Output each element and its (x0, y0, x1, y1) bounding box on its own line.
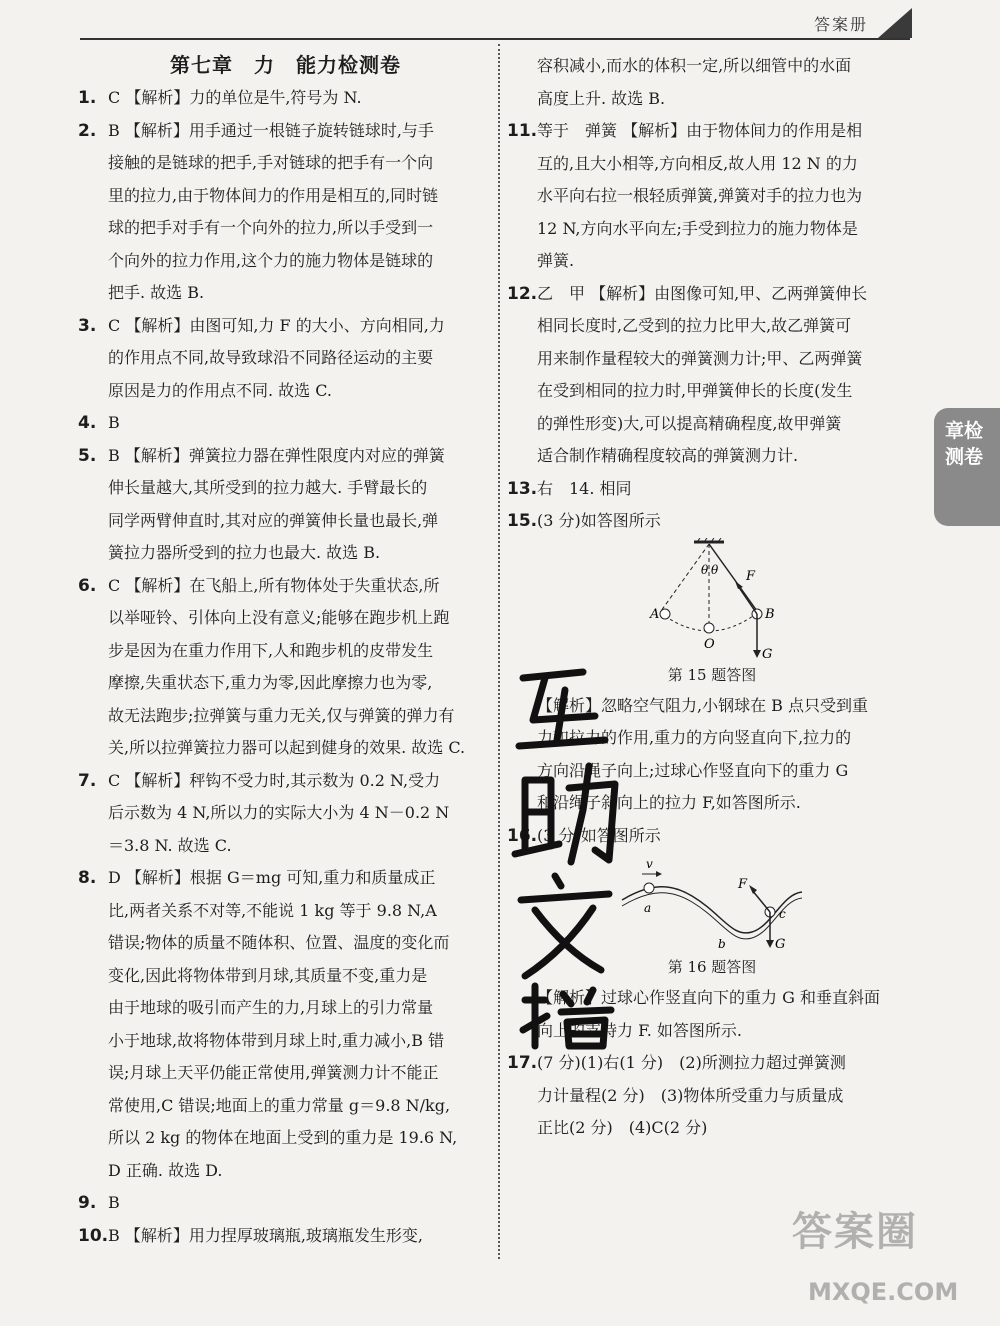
site-watermark (780, 1198, 990, 1318)
explanation-block (507, 982, 917, 1047)
answer-item (507, 473, 917, 506)
left-column (78, 50, 493, 1252)
answer-line: 所以 2 kg 的物体在地面上受到的重力是 19.6 N, (108, 1128, 458, 1147)
answer-line: B 【解析】用手通过一根链子旋转链球时,与手 (108, 120, 434, 140)
answer-line: 变化,因此将物体带到月球,其质量不变,重力是 (108, 965, 428, 985)
answer-line: 接触的是链球的把手,手对链球的把手有一个向 (108, 153, 434, 172)
answer-line: 伸长量越大,其所受到的拉力越大. 手臂最长的 (108, 478, 428, 497)
answer-item (78, 407, 493, 440)
answer-number: 11. (507, 121, 538, 141)
track-diagram (612, 852, 812, 952)
answer-item (78, 1220, 493, 1253)
answer-line: 由于地球的吸引而产生的力,月球上的引力常量 (108, 998, 434, 1017)
answer-line: C 【解析】在飞船上,所有物体处于失重状态,所 (108, 575, 440, 595)
answer-item (78, 862, 493, 1187)
answer-line: 个向外的拉力作用,这个力的施力物体是链球的 (108, 250, 434, 270)
answer-item (507, 278, 917, 473)
answer-line: D 【解析】根据 G＝mg 可知,重力和质量成正 (108, 868, 436, 887)
point-c-label: c (779, 907, 786, 921)
answer-line: 相同长度时,乙受到的拉力比甲大,故乙弹簧可 (537, 316, 852, 335)
answer-line: D 正确. 故选 D. (108, 1160, 223, 1180)
answer-line: ＝3.8 N. 故选 C. (108, 835, 232, 855)
answer-line: B (108, 1193, 120, 1212)
explanation-line: 力和拉力的作用,重力的方向竖直向下,拉力的 (537, 728, 852, 747)
answer-17 (507, 1047, 917, 1145)
pendulum-diagram (612, 538, 812, 660)
answer-item (78, 1187, 493, 1220)
page-title: 第七章 力 能力检测卷 (170, 53, 401, 77)
gravity-g-label: G (775, 937, 786, 952)
answer-16-explanation (507, 982, 917, 1047)
explanation-line: 【解析】忽略空气阻力,小钢球在 B 点只受到重 (537, 695, 869, 715)
explanation-line: 和沿绳子斜向上的拉力 F,如答图所示. (537, 793, 801, 812)
theta-right-label: θ (711, 562, 719, 577)
explanation-line: 向上的支持力 F. 如答图所示. (537, 1020, 742, 1040)
answer-item (507, 1047, 917, 1145)
answer-line: 力计量程(2 分) (3)物体所受重力与质量成 (537, 1085, 844, 1105)
point-b-label: B (765, 606, 775, 622)
answer-line: 摩擦,失重状态下,重力为零,因此摩擦力也为零, (108, 673, 433, 692)
answer-line: 原因是力的作用点不同. 故选 C. (108, 380, 333, 400)
answer-line: 的弹性形变)大,可以提高精确程度,故甲弹簧 (537, 413, 842, 433)
answer-item (507, 115, 917, 278)
right-answer-list (507, 50, 917, 538)
figure-15 (507, 538, 917, 690)
answer-line: 小于地球,故将物体带到月球上时,重力减小,B 错 (108, 1030, 445, 1050)
answer-line: B 【解析】用力捏厚玻璃瓶,玻璃瓶发生形变, (108, 1225, 424, 1245)
answer-line: 弹簧. (537, 251, 575, 270)
answer-line: 簧拉力器所受到的拉力也最大. 故选 B. (108, 543, 381, 562)
explanation-block (507, 690, 917, 820)
answer-line: C 【解析】秤钩不受力时,其示数为 0.2 N,受力 (108, 770, 441, 790)
header-label: 答案册 (813, 15, 868, 34)
answer-number: 6. (78, 575, 97, 596)
figure-16-caption: 第 16 题答图 (667, 958, 757, 976)
answer-line: 常使用,C 错误;地面上的重力常量 g＝9.8 N/kg, (108, 1095, 451, 1115)
answer-line: 以举哑铃、引体向上没有意义;能够在跑步机上跑 (108, 608, 450, 627)
answer-item (78, 82, 493, 115)
answer-line: 乙 甲 【解析】由图像可知,甲、乙两弹簧伸长 (537, 283, 868, 303)
point-a-label: a (644, 901, 652, 915)
answer-number: 10. (78, 1225, 109, 1246)
answer-line: 互的,且大小相等,方向相反,故人用 12 N 的力 (537, 153, 858, 173)
answer-number: 13. (507, 478, 538, 499)
answer-item (78, 570, 493, 765)
answer-number: 3. (78, 315, 97, 336)
site-watermark-url: MXQE.COM (808, 1278, 959, 1306)
answer-number: 9. (78, 1193, 97, 1213)
figure-15-caption: 第 15 题答图 (667, 665, 757, 684)
force-f-label: F (746, 568, 756, 584)
answer-line: 错误;物体的质量不随体积、位置、温度的变化而 (108, 933, 450, 952)
answer-line: C 【解析】由图可知,力 F 的大小、方向相同,力 (108, 315, 445, 335)
answer-line: 故无法跑步;拉弹簧与重力无关,仅与弹簧的弹力有 (108, 705, 455, 725)
answer-line: 高度上升. 故选 B. (537, 88, 666, 108)
answer-line: 容积减小,而水的体积一定,所以细管中的水面 (537, 56, 852, 75)
answer-line: 右 14. 相同 (537, 478, 632, 498)
answer-line: (7 分)(1)右(1 分) (2)所测拉力超过弹簧测 (537, 1053, 846, 1072)
answer-line: 水平向右拉一根轻质弹簧,弹簧对手的拉力也为 (537, 186, 863, 205)
answer-item (507, 50, 917, 115)
site-watermark-title: 答案圈 (792, 1209, 918, 1255)
answer-line: 正比(2 分) (4)C(2 分) (537, 1118, 708, 1137)
answer-line: 12 N,方向水平向左;手受到拉力的施力物体是 (537, 218, 858, 238)
answer-line: 的作用点不同,故导致球沿不同路径运动的主要 (108, 348, 434, 367)
answer-item (78, 115, 493, 310)
velocity-v-label: v (646, 857, 653, 871)
chapter-test-side-tab (934, 408, 1000, 526)
answer-number: 2. (78, 120, 97, 141)
answer-16 (507, 820, 917, 853)
explanation-line: 方向沿绳子向上;过球心作竖直向下的重力 G (537, 760, 849, 780)
answer-number: 8. (78, 868, 97, 888)
answer-line: 误;月球上天平仍能正常使用,弹簧测力计不能正 (108, 1063, 439, 1082)
answer-15-explanation (507, 690, 917, 820)
answer-item (507, 820, 917, 853)
answer-number: 12. (507, 283, 538, 304)
answer-line: 适合制作精确程度较高的弹簧测力计. (537, 446, 799, 465)
point-a-label: A (650, 606, 660, 622)
answer-number: 17. (507, 1053, 538, 1073)
answer-line: 球的把手对手有一个向外的拉力,所以手受到一 (108, 218, 434, 237)
answer-item (78, 765, 493, 863)
answer-number: 5. (78, 445, 97, 466)
answer-line: 关,所以拉弹簧拉力器可以起到健身的效果. 故选 C. (108, 738, 466, 757)
header-triangle-icon (878, 8, 912, 38)
theta-left-label: θ (701, 562, 709, 577)
answer-number: 4. (78, 413, 97, 433)
header-rule (80, 38, 910, 40)
left-answer-list (78, 82, 493, 1252)
answer-item (507, 505, 917, 538)
answer-line: (3 分)如答图所示 (537, 825, 661, 845)
answer-line: C 【解析】力的单位是牛,符号为 N. (108, 88, 362, 107)
answer-line: (3 分)如答图所示 (537, 511, 661, 530)
answer-line: 用来制作量程较大的弹簧测力计;甲、乙两弹簧 (537, 348, 863, 368)
gravity-g-label: G (762, 646, 773, 660)
answer-line: 同学两臂伸直时,其对应的弹簧伸长量也最长,弹 (108, 510, 439, 530)
answer-number: 15. (507, 511, 538, 531)
point-b-label: b (718, 937, 726, 951)
answer-line: 等于 弹簧 【解析】由于物体间力的作用是相 (537, 121, 863, 140)
answer-number: 7. (78, 770, 97, 791)
answer-line: 里的拉力,由于物体间力的作用是相互的,同时链 (108, 185, 439, 205)
side-tab-label: 章检测卷 (944, 420, 983, 468)
explanation-line: 【解析】过球心作竖直向下的重力 G 和垂直斜面 (537, 988, 880, 1007)
answer-line: 后示数为 4 N,所以力的实际大小为 4 N－0.2 N (108, 803, 450, 822)
answer-line: 步是因为在重力作用下,人和跑步机的皮带发生 (108, 640, 434, 660)
point-o-label: O (704, 636, 715, 652)
answer-line: B 【解析】弹簧拉力器在弹性限度内对应的弹簧 (108, 445, 445, 465)
answer-item (78, 440, 493, 570)
answer-item (78, 310, 493, 408)
answer-line: 把手. 故选 B. (108, 283, 205, 302)
right-column (507, 50, 917, 1145)
column-divider (498, 44, 500, 1259)
figure-16 (507, 852, 917, 982)
answer-line: 比,两者关系不对等,不能说 1 kg 等于 9.8 N,A (108, 900, 437, 920)
answer-number: 16. (507, 825, 538, 846)
force-f-label: F (738, 877, 748, 892)
answer-line: B (108, 413, 120, 432)
answer-number: 1. (78, 88, 97, 108)
answer-line: 在受到相同的拉力时,甲弹簧伸长的长度(发生 (537, 381, 853, 400)
page-header (80, 0, 920, 40)
